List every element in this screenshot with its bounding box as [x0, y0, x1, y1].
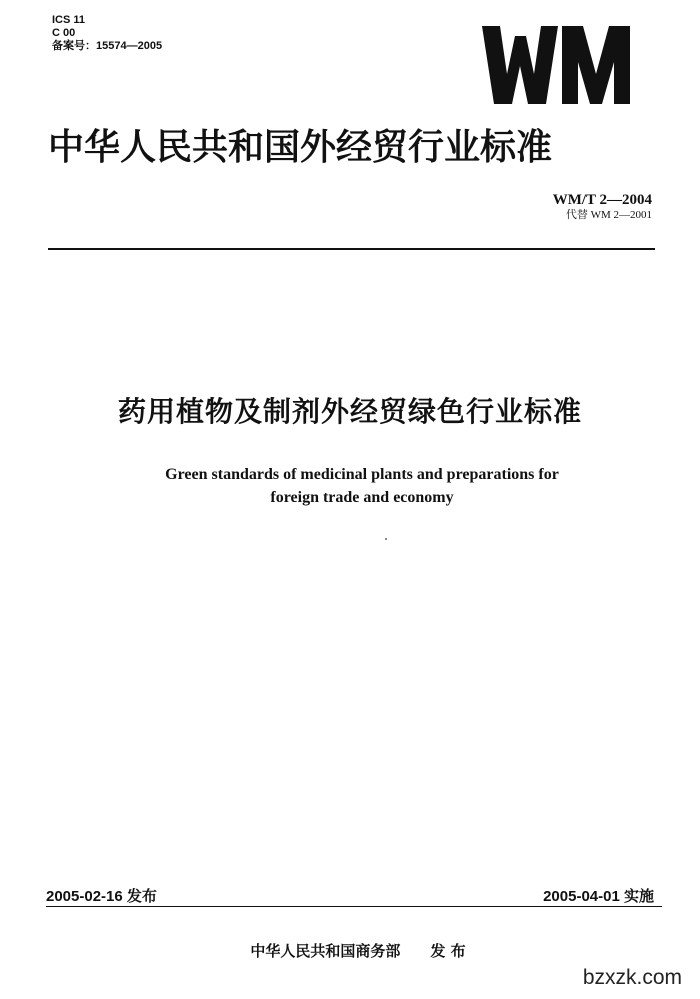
english-title-line-1: Green standards of medicinal plants and preparations for	[165, 466, 559, 483]
document-metadata	[52, 14, 162, 53]
header-divider	[48, 248, 655, 250]
issuer-action: 发 布	[430, 942, 466, 960]
standard-title-english	[0, 463, 700, 509]
effective-date: 2005-04-01	[543, 888, 620, 905]
release-label: 发布	[126, 888, 157, 905]
record-number: 15574—2005	[96, 40, 163, 52]
english-title-line-2: foreign trade and economy	[270, 489, 454, 506]
wm-logo	[482, 24, 632, 106]
classification-code: C 00	[52, 27, 76, 39]
record-label: 备案号	[52, 40, 85, 52]
standard-code-block	[553, 192, 652, 222]
speck	[385, 538, 387, 540]
release-date-line	[46, 885, 157, 906]
record-number-line: 备案号：15574—2005	[52, 40, 163, 52]
ics-code: ICS 11	[52, 14, 86, 26]
release-date: 2005-02-16	[46, 888, 123, 905]
standard-number: WM/T 2—2004	[552, 192, 652, 208]
site-watermark: bzxzk.com	[582, 966, 682, 989]
effective-date-line	[543, 885, 654, 906]
effective-label: 实施	[623, 888, 654, 905]
footer-divider	[46, 906, 662, 907]
replaces-note: 代替 WM 2—2001	[565, 209, 652, 221]
standard-title-chinese: 药用植物及制剂外经贸绿色行业标准	[117, 395, 582, 428]
issuer-line	[0, 940, 700, 961]
issuer-name: 中华人民共和国商务部	[250, 942, 401, 960]
industry-standard-heading: 中华人民共和国外经贸行业标准	[48, 127, 553, 168]
